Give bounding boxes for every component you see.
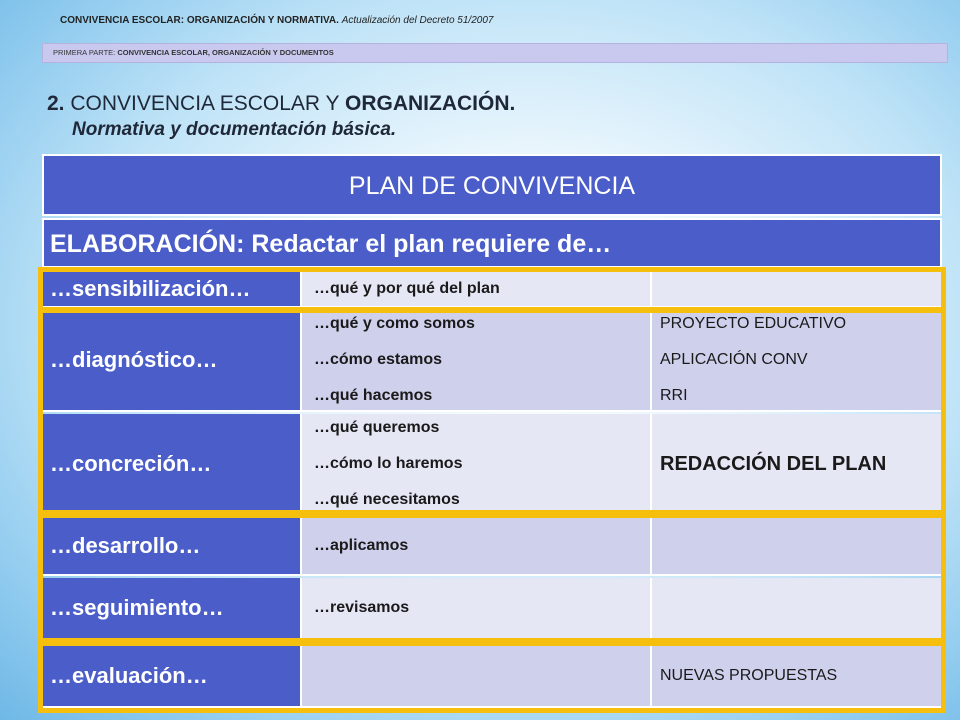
- phase-cell: …seguimiento…: [42, 578, 302, 640]
- item-text: …aplicamos: [314, 537, 409, 554]
- document-header: [60, 15, 493, 26]
- header-title: CONVIVENCIA ESCOLAR: ORGANIZACIÓN Y NORMATIVA.: [60, 15, 339, 26]
- phase-cell: …diagnóstico…: [42, 310, 302, 412]
- item-text: …qué y como somos: [314, 315, 475, 332]
- items-cell: [302, 414, 652, 516]
- phase-cell: …desarrollo…: [42, 518, 302, 576]
- subheader-bar: [42, 43, 948, 63]
- phase-cell: …concreción…: [42, 414, 302, 516]
- items-cell: [302, 272, 652, 308]
- phase-cell: …sensibilización…: [42, 272, 302, 308]
- section-title: [47, 92, 515, 116]
- item-text: …cómo estamos: [314, 351, 443, 368]
- section-subtitle: Normativa y documentación básica.: [72, 119, 397, 140]
- item-text: …revisamos: [314, 599, 410, 616]
- docs-cell: [652, 578, 942, 640]
- doc-text: NUEVAS PROPUESTAS: [660, 667, 838, 684]
- subheader-prefix: PRIMERA PARTE:: [53, 48, 118, 57]
- table-row: [42, 646, 942, 708]
- table-title: PLAN DE CONVIVENCIA: [42, 154, 942, 216]
- table-row: [42, 272, 942, 308]
- table-elaboration-row: ELABORACIÓN: Redactar el plan requiere de…: [42, 218, 942, 268]
- item-text: …qué hacemos: [314, 387, 433, 404]
- doc-text: APLICACIÓN CONV: [660, 351, 808, 368]
- table-row: [42, 414, 942, 516]
- section-number: 2.: [47, 92, 65, 115]
- doc-text: REDACCIÓN DEL PLAN: [660, 453, 887, 475]
- items-cell: [302, 578, 652, 640]
- header-subtitle: Actualización del Decreto 51/2007: [341, 15, 494, 26]
- docs-cell: [652, 272, 942, 308]
- items-cell: [302, 646, 652, 708]
- item-text: …cómo lo haremos: [314, 455, 463, 472]
- table-row: [42, 578, 942, 640]
- section-title-plain: CONVIVENCIA ESCOLAR Y: [64, 92, 346, 115]
- subheader-text: CONVIVENCIA ESCOLAR, ORGANIZACIÓN Y DOCUMENTOS: [117, 48, 334, 57]
- doc-text: RRI: [660, 387, 688, 404]
- section-title-bold: ORGANIZACIÓN.: [345, 92, 516, 115]
- item-text: …qué y por qué del plan: [314, 280, 500, 297]
- table-row: [42, 518, 942, 576]
- docs-cell: [652, 646, 942, 708]
- items-cell: [302, 310, 652, 412]
- docs-cell: [652, 310, 942, 412]
- item-text: …qué queremos: [314, 419, 440, 436]
- item-text: …qué necesitamos: [314, 491, 460, 508]
- items-cell: [302, 518, 652, 576]
- doc-text: PROYECTO EDUCATIVO: [660, 315, 847, 332]
- phase-cell: …evaluación…: [42, 646, 302, 708]
- docs-cell: [652, 414, 942, 516]
- table-row: [42, 310, 942, 412]
- docs-cell: [652, 518, 942, 576]
